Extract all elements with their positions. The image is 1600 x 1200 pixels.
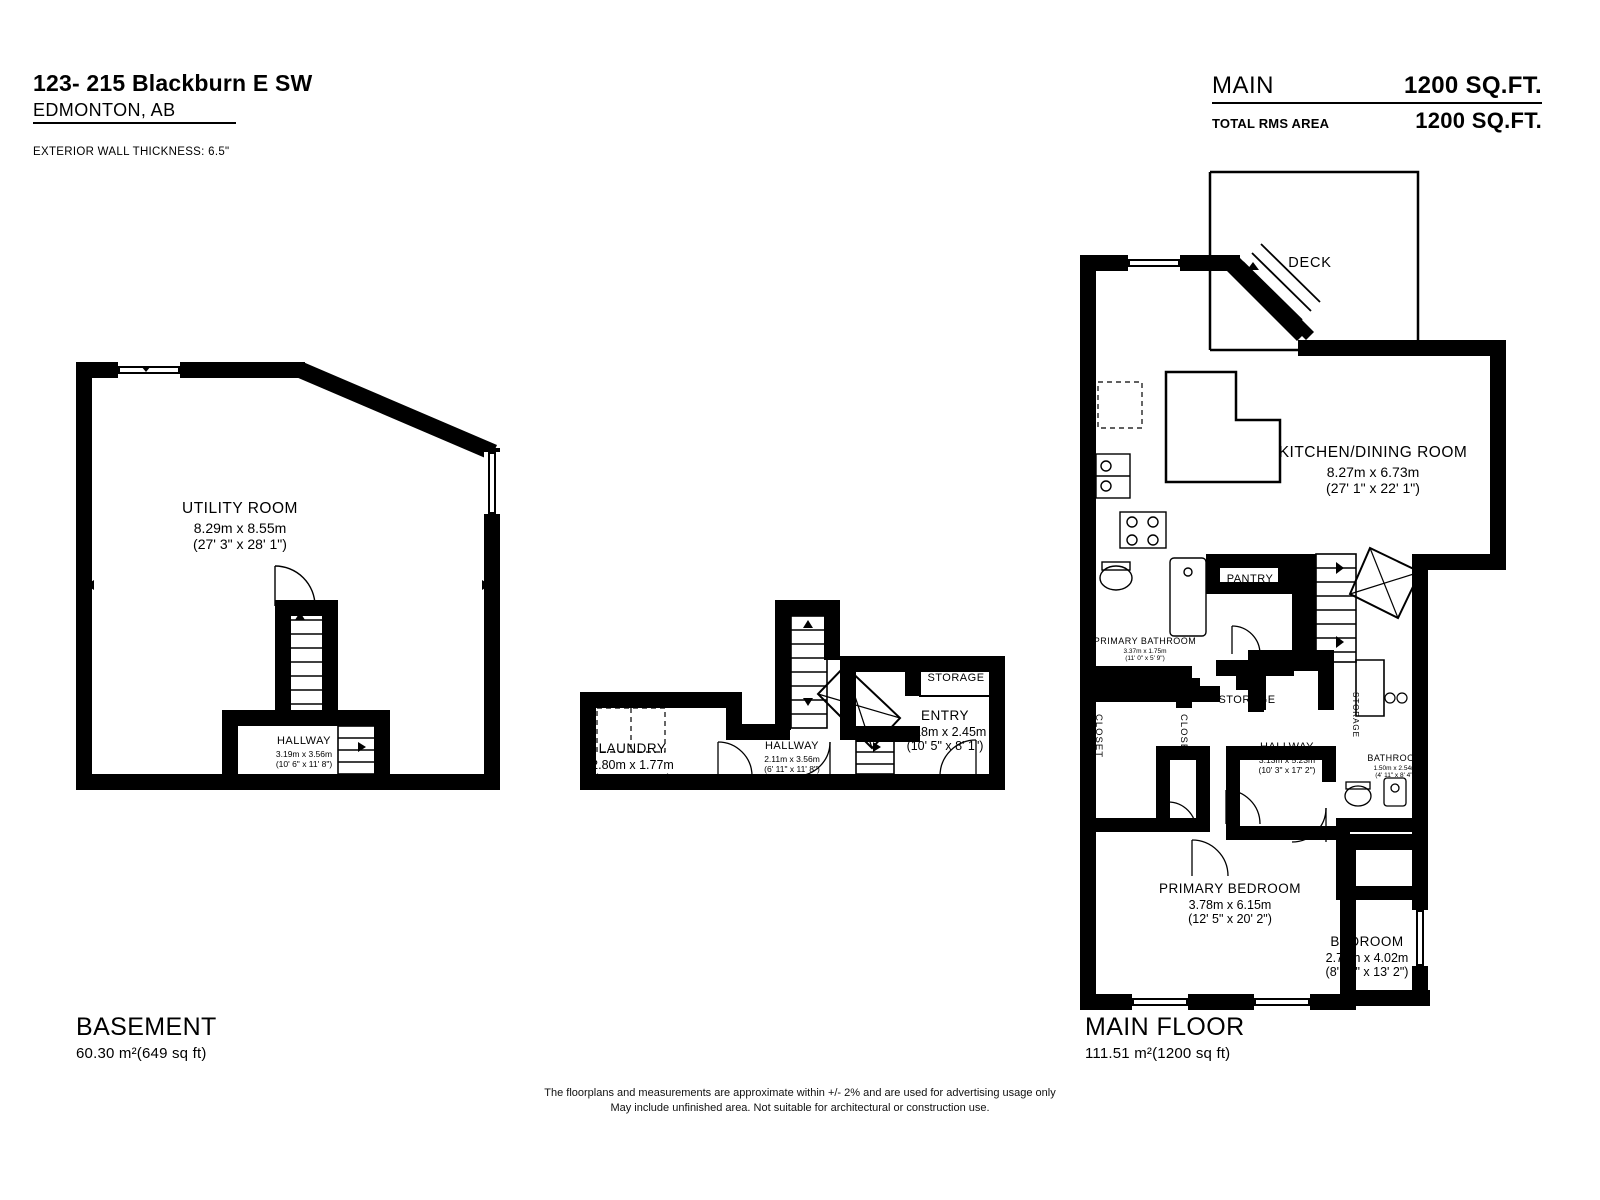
wall-thickness-note: EXTERIOR WALL THICKNESS: 6.5" (33, 146, 230, 158)
label-deck: DECK (1288, 255, 1332, 271)
room-dim-metric: 8.27m x 6.73m (1326, 464, 1420, 480)
room-label-kitchen-dining (1248, 444, 1498, 496)
room-name: ENTRY (920, 708, 969, 723)
label-closet-mid: CLOSET (1178, 714, 1189, 759)
label-storage-right: STORAGE (1351, 692, 1360, 738)
room-name: UTILITY ROOM (182, 500, 298, 517)
room-label-utility-room (110, 500, 370, 552)
room-name: HALLWAY (1259, 741, 1315, 753)
room-label-primary-bathroom (1080, 636, 1210, 662)
room-dim-imperial: (10' 5" x 8' 1") (906, 739, 984, 753)
basement-caption-area: 60.30 m²(649 sq ft) (76, 1045, 207, 1062)
disclaimer-line-2: May include unfinished area. Not suitable for architectural or construction use. (610, 1101, 990, 1114)
disclaimer (0, 1086, 1600, 1116)
label-basement-storage: STORAGE (927, 672, 985, 684)
room-dim-imperial: (6' 11" x 11' 8") (764, 764, 820, 774)
label-pantry: PANTRY (1226, 573, 1274, 585)
summary-row-main (1212, 72, 1542, 104)
summary-main-value: 1200 SQ.FT. (1403, 72, 1542, 99)
room-name: BEDROOM (1330, 934, 1404, 949)
basement-caption-title: BASEMENT (76, 1013, 217, 1041)
room-label-bedroom (1272, 934, 1462, 979)
room-label-basement-hallway-2 (732, 740, 852, 774)
room-dim-metric: 3.19m x 3.56m (275, 749, 333, 759)
room-label-entry (880, 708, 1010, 753)
room-name: BATHROOM (1367, 753, 1423, 763)
label-storage-upper: STORAGE (1218, 694, 1276, 706)
summary-row-total (1212, 104, 1542, 134)
summary-total-value: 1200 SQ.FT. (1415, 108, 1542, 133)
room-label-bathroom (1340, 753, 1450, 779)
summary-total-label: TOTAL RMS AREA (1212, 116, 1330, 131)
label-closet-left: CLOSET (1093, 714, 1104, 759)
room-dim-metric: 8.29m x 8.55m (193, 520, 287, 536)
room-dim-metric: 3.78m x 6.15m (1188, 898, 1272, 912)
room-dim-metric: 2.11m x 3.56m (764, 754, 820, 764)
room-dim-imperial: (10' 6" x 11' 8") (275, 759, 333, 769)
room-dim-imperial: (27' 3" x 28' 1") (193, 536, 287, 552)
room-name: PRIMARY BATHROOM (1093, 636, 1197, 646)
room-dim-imperial: (27' 1" x 22' 1") (1326, 480, 1420, 496)
page-title: 123- 215 Blackburn E SW (33, 70, 313, 96)
city-subtitle: EDMONTON, AB (33, 100, 236, 124)
room-dim-metric: 3.13m x 5.23m (1258, 755, 1316, 765)
room-name: PRIMARY BEDROOM (1158, 881, 1302, 896)
room-name: HALLWAY (764, 740, 820, 752)
disclaimer-line-1: The floorplans and measurements are approximate within +/- 2% and are used for advertising usage only (544, 1087, 1056, 1099)
main-caption-title: MAIN FLOOR (1085, 1013, 1245, 1041)
room-dim-metric: 3.37m x 1.75m (1123, 648, 1167, 655)
basement-caption (76, 1013, 217, 1062)
main-floor-caption (1085, 1013, 1245, 1062)
room-dim-metric: 2.72m x 4.02m (1325, 951, 1409, 965)
room-dim-imperial: (10' 3" x 17' 2") (1258, 765, 1316, 775)
room-dim-imperial: (12' 5" x 20' 2") (1188, 912, 1272, 926)
room-label-primary-bedroom (1095, 881, 1365, 926)
room-name: HALLWAY (276, 735, 332, 747)
room-label-basement-hallway (219, 735, 389, 769)
room-dim-metric: 2.80m x 1.77m (591, 758, 674, 772)
room-dim-imperial: (9' 2" x 5' 10") (594, 772, 671, 786)
room-label-laundry (560, 741, 705, 786)
room-name: LAUNDRY (598, 741, 667, 756)
room-dim-imperial: (4' 11" x 8' 4") (1375, 772, 1415, 779)
room-dim-metric: 1.50m x 2.54m (1373, 765, 1417, 772)
summary-main-label: MAIN (1212, 72, 1274, 99)
room-dim-imperial: (11' 0" x 5' 9") (1125, 655, 1165, 662)
label-closet-lower: CLOSET (1355, 834, 1399, 845)
room-dim-imperial: (8' 11" x 13' 2") (1325, 965, 1409, 979)
room-dim-metric: 3.18m x 2.45m (903, 725, 987, 739)
area-summary (1212, 72, 1542, 134)
main-caption-area: 111.51 m²(1200 sq ft) (1085, 1045, 1231, 1062)
room-label-main-hallway (1222, 741, 1352, 775)
room-name: KITCHEN/DINING ROOM (1278, 444, 1468, 461)
